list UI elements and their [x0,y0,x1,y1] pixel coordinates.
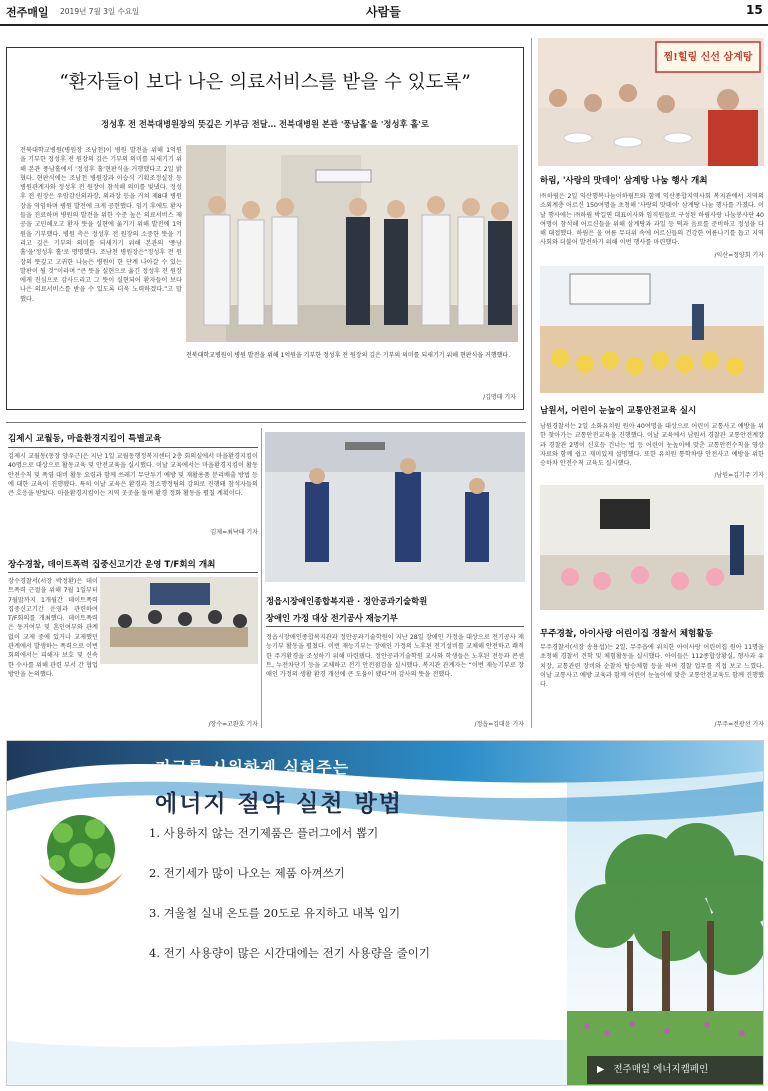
campaign-item-3: 3. 겨울철 실내 온도를 20도로 유지하고 내복 입기 [149,906,401,920]
section-rule-top [6,422,526,423]
gimje-rule [8,447,258,448]
lead-headline [6,68,524,94]
namwon-photo [540,266,764,393]
section-title: 사람들 [366,5,401,19]
issue-date: 2019년 7월 3일 수요일 [60,7,140,16]
column-divider-right [531,38,532,728]
lead-body: 전북대학교병원(병원장 조남천)이 병원 발전을 위해 1억원을 기부한 정성후 전 원장의 깊은 기부의 의미를 되새기기 위해 본관 풍남홀에서 '정성후 홀'현판식을 거행했다고 2일 밝혔다. 현판식에는 조남천 병원장과 이승식 기획조정실장 등 병원관계자와 정성후 전 원장이 참석해 의미를 빛냈다. 정성후 전 원장은 우암감신외과장, 외과장 등을 거쳐 제8대 병원장을 역임하며 병원 발전에 크게 공헌했다. 임기 후에도 환자들을 진료하며 병원의 발전을 위한 수준 높은 의료서비스 제공을 고민해오고 환자 뜻을 실현에 옮기기 위해 발전에 1억원을 기부했다. 병원 측은 정성후 전 원장의 소중한 뜻을 기리고 깊은 기부의 의미를 되새기기 위해 본관의 '풍남홀'을'정성후 홀'로 명명했다. 조남천 병원장은“정성후 전 원장의 뜻깊고 고귀한 나눔은 병원이 한 단계 나아갈 수 있는 발판이 될 것”이라며 “큰 뜻을 실현으로 옮긴 정성후 전 원장에게 진심으로 감사드리고 그 뜻이 실현되어 환자들이 보다 나은 의료서비스를 받을 수 있도록 더욱 노력하겠다.”고 말했다. [20,147,182,303]
page-header [0,0,768,24]
jangsu-body: 장수경찰서(서장 박정환)은 데이트폭력 근절을 위해 7월 1일부터 7월말까지 1개월간 데이트폭력 집중신고기간 운영과 관련하여 T/F회의를 개최했다. 데이트폭력은 동거여부 및 혼인여부와 관계없이 교제 중에 있거나 교제했던 관계에서 발생하는 폭력으로 이번 회의에서는 피해자 보호 및 신속한 수사를 위해 관련 부서 간 협업 방안을 논의했다. [8,578,98,678]
jeongeup-body: 정읍시장애인종합복지관과 정안공과기술학원이 지난 28일 장애인 가정을 대상으로 전기공사 재능기부 활동을 펼쳤다. 이번 재능기부는 장애인 가정의 노후된 전기설비를 교체해 안전하고 쾌적한 주거환경을 조성하기 위해 마련됐다. 정안공과기술학원 교사와 학생들은 노후된 전등과 콘센트, 누전차단기 등을 교체하고 전기 안전점검을 실시했다. 복지관 관계자는 “이번 재능기부로 장애인 가정의 생활 환경 개선에 큰 도움이 됐다”며 감사의 뜻을 전했다. [266,634,524,679]
gimje-body: 김제시 교월동(동장 양우근)은 지난 1일 교월동행정복지센터 2층 회의실에서 마을환경지킴이 40명으로 대상으로 활동교육 및 안전교육을 실시했다. 이날 교육에서는 마을환경지킴이 활동 안전수칙 및 폭염 대비 활동 요령과 함께 쓰레기 무단투기 예방 및 재활용품 분리배출 방법 등에 대한 교육이 진행됐다. 특히 이날 교육은 환경과 청소행정팀의 강의로 진행돼 참석자들의 큰 호응을 받았다. 마을환경지킴이는 지역 곳곳을 돌며 환경 정화 활동을 펼칠 계획이다. [8,453,258,498]
namwon-headline: 남원서, 어린이 눈높이 교통안전교육 실시 [540,406,697,416]
campaign-item-1: 1. 사용하지 않는 전기제품은 플러그에서 뽑기 [149,826,379,840]
campaign-title-line1: 지구를 시원하게 식혀주는 [155,758,350,777]
page-number: 15 [746,3,763,17]
campaign-footer [597,1061,757,1075]
campaign-ad [6,740,764,1086]
lead-photo [186,145,518,342]
muju-byline: /무주=전광선 기자 [714,721,764,728]
jangsu-rule [8,572,258,573]
lead-photo-caption: 전북대학교병원이 병원 발전을 위해 1억원을 기부한 정성후 전 원장의 깊은 기부의 의미를 되새기기 위해 현판식을 거행했다. [186,352,511,359]
jangsu-body-cont [100,668,258,708]
lead-subhead-text: 정성후 전 전북대병원장의 뜻깊은 기부금 전달… 전북대병원 본관 '풍남홀'을 '정성후 홀'로 [101,119,429,129]
hallim-body: ㈜하림은 2일 익산행복나눔이하림트와 함께 익산종합지역사회 복지관에서 지역의 소외계층 어르신 150여명을 초청해 '사랑의 맛데이' 삼계탕 나눔 행사를 가졌다. 이날 행사에는 ㈜하림 박길연 대표이사와 임직원들로 구성된 하림사랑 나눔봉사단 40여명이 참석해 어르신들을 위해 삼계탕과 과일 등 떡과 음료를 준비하고 정성을 다해 대접했다. 하림은 올 여름 무더위 속에 어르신들의 건강한 여름나기를 돕고 지역사회와 더불어 발전하기 위해 이번 행사를 마련했다. [540,193,764,247]
play-arrow-icon: ▶ [597,1064,605,1075]
hallim-headline: 하림, '사랑의 맛데이' 삼계탕 나눔 행사 개최 [540,176,708,186]
campaign-item-2: 2. 전기세가 많이 나오는 제품 아껴쓰기 [149,866,345,880]
jeongeup-byline: /정읍=김대윤 기자 [474,721,524,728]
muju-photo [540,485,764,610]
campaign-footer-text: 전주매일 에너지캠페인 [613,1064,709,1075]
hallim-byline: /익산=정양회 기자 [714,252,764,259]
muju-body: 무주경찰서(서장 송용섭)는 2일, 무주읍에 위치한 아이사랑 어린이집 원아 11명을 초청해 경찰서 견학 및 체험활동을 실시했다. 아이들은 112종합상황실, 형사과 유치장, 교통관련 장비와 순찰차 탑승체험 등을 하며 경찰 업무를 직접 보고 느꼈다. 이날 교통사고 예방 교육과 함께 어린이 눈높이에 맞춘 교통안전교육도 함께 진행했다. [540,644,764,689]
jangsu-byline: /장수=고완호 기자 [208,721,258,728]
namwon-body: 남원경찰서는 2일 소화유치원 원아 40여명을 대상으로 어린이 교통사고 예방을 위한 찾아가는 교통안전교육을 진행했다. 이날 교육에서 남원서 경찰관 교통안전계장과 경찰관 2명이 신호등 건너는 법 등 어린이 눈높이에 맞춘 교통안전수칙을 영상 자료와 함께 쉽고 재미있게 설명했다. 또한 유치원 통학차량 안전사고 예방을 위한 승하차 안전수칙 교육도 실시했다. [540,423,764,468]
lead-subhead [6,112,524,131]
earth-hands-icon [33,803,129,903]
header-rule [0,24,768,26]
column-divider-left [261,428,262,728]
campaign-item-4: 4. 전기 사용량이 많은 시간대에는 전기 사용량을 줄이기 [149,946,430,960]
paper-name: 전주매일 [6,6,49,19]
jeongeup-headline: 정읍시장애인종합복지관 · 정안공과기술학원 [266,596,428,606]
gimje-headline: 김제시 교월동, 마을환경지킴이 특별교육 [8,434,162,444]
jeongeup-rule [266,626,524,627]
jeongeup-photo [265,432,525,582]
hallim-photo [538,38,764,166]
lead-byline: /김명태 기자 [483,394,516,401]
lead-headline-text: “환자들이 보다 나은 의료서비스를 받을 수 있도록” [59,72,471,93]
jeongeup-subhead: 장애인 가정 대상 전기공사 재능기부 [266,613,398,623]
campaign-title-line2: 에너지 절약 실천 방법 [155,791,403,817]
gimje-byline: 김제=최낙태 기자 [210,529,258,536]
hallim-banner-text: 찜!힐링 신선 삼계탕 [663,52,753,63]
jangsu-photo [100,577,258,664]
namwon-byline: /남원=김기주 기자 [714,472,764,479]
muju-headline: 무주경찰, 아이사랑 어린이집 경찰서 체험활동 [540,629,713,639]
jangsu-headline: 장수경찰, 데이트폭력 집중신고기간 운영 T/F회의 개최 [8,560,216,570]
